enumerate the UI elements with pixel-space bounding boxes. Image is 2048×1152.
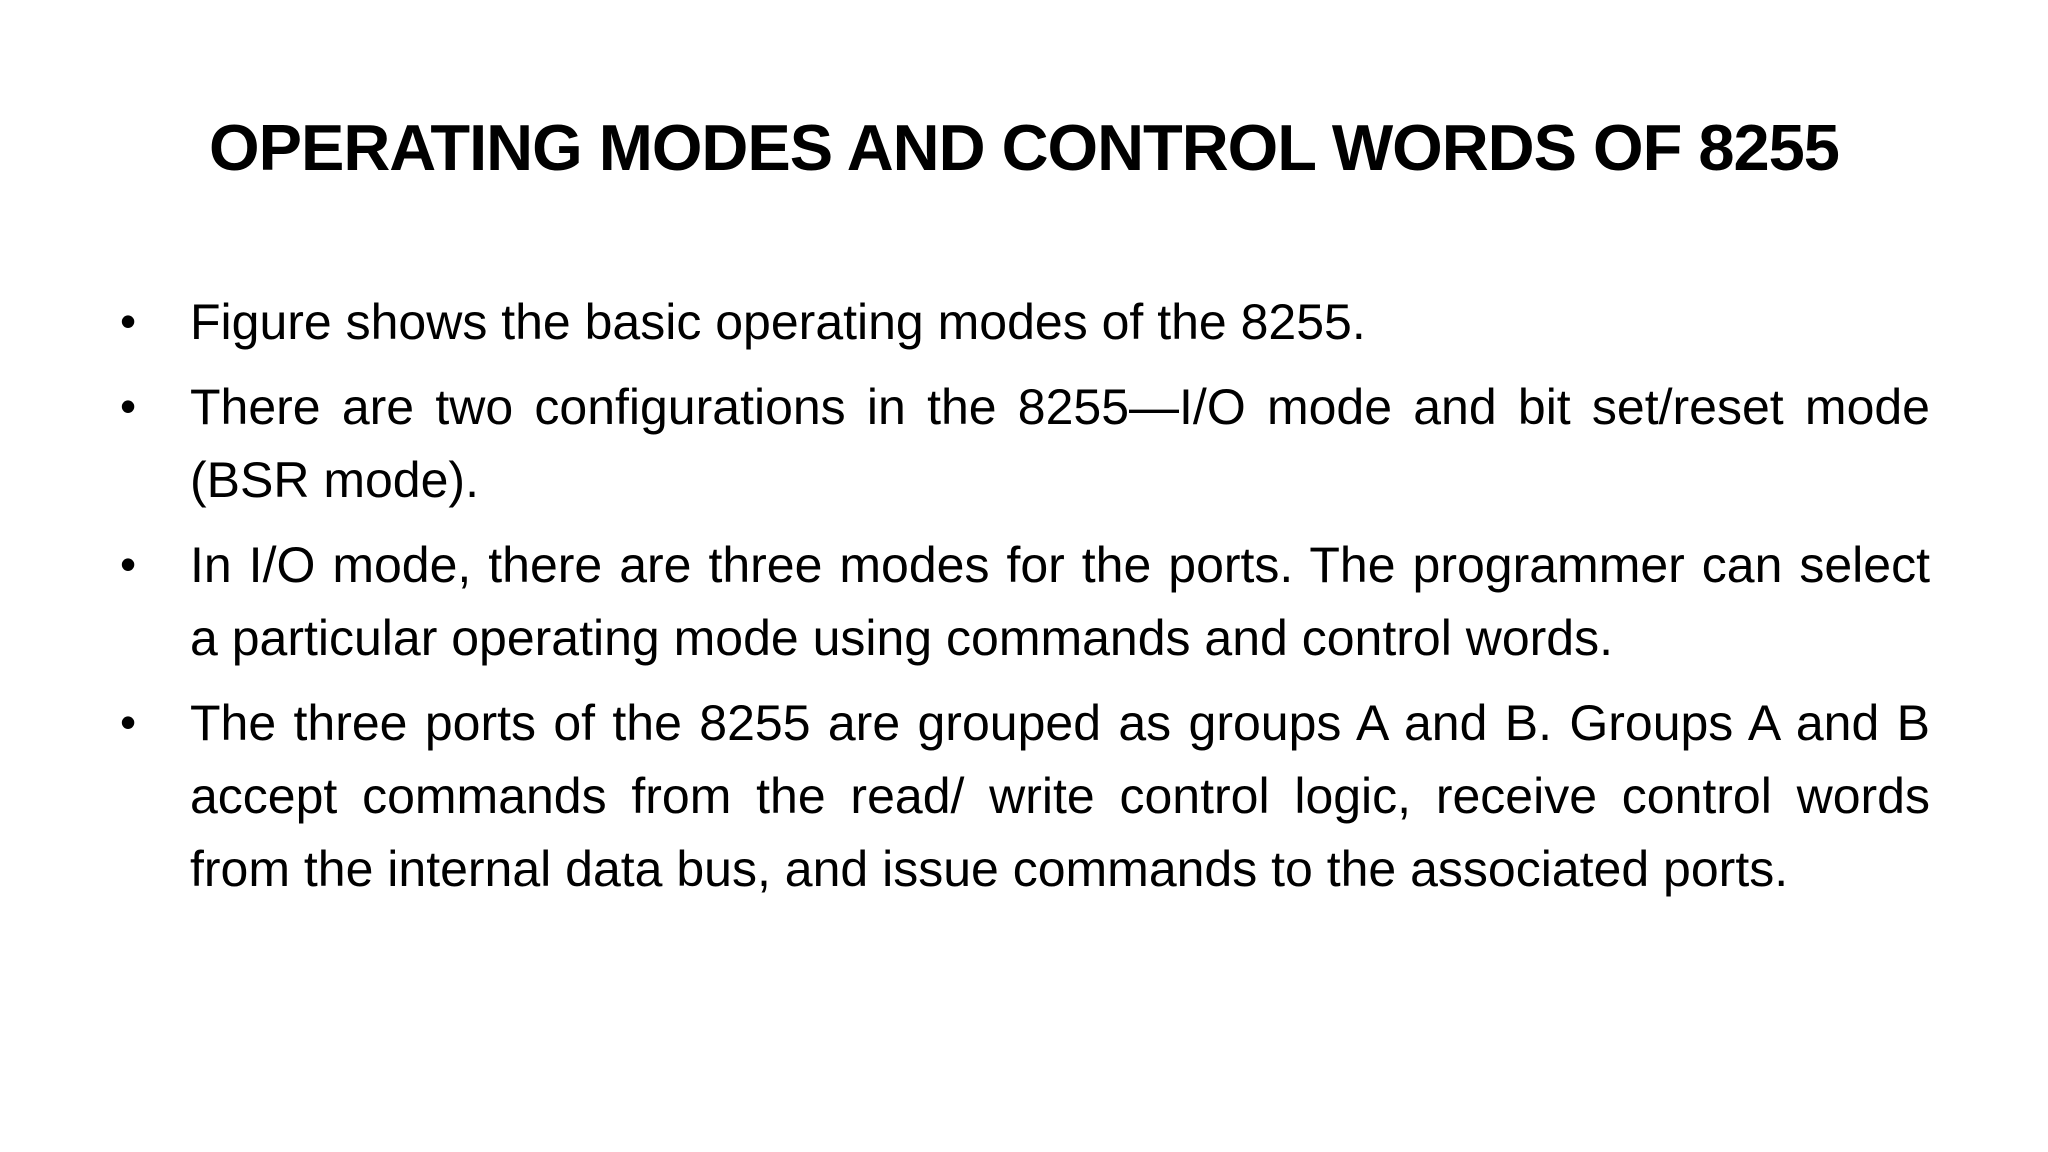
bullet-text: The three ports of the 8255 are grouped as groups A and B. Groups A and B accept commands from the read/ write control logic, receive control words from the internal data bus, and issue commands to the associated ports.: [190, 695, 1930, 897]
bullet-text: In I/O mode, there are three modes for the ports. The programmer can select a particular operating mode using commands and control words.: [190, 537, 1930, 666]
bullet-item: [120, 687, 1930, 906]
bullet-item: [120, 529, 1930, 675]
bullet-dot-icon: •: [120, 696, 137, 748]
bullet-text: Figure shows the basic operating modes of the 8255.: [190, 294, 1366, 350]
bullet-dot-icon: •: [120, 295, 137, 347]
slide-title: OPERATING MODES AND CONTROL WORDS OF 8255: [209, 111, 1839, 184]
bullet-item: [120, 286, 1930, 359]
bullet-dot-icon: •: [120, 538, 137, 590]
bullet-list: [120, 286, 1930, 918]
bullet-dot-icon: •: [120, 380, 137, 432]
bullet-text: There are two configurations in the 8255—I/O mode and bit set/reset mode (BSR mode).: [190, 379, 1930, 508]
bullet-item: [120, 371, 1930, 517]
